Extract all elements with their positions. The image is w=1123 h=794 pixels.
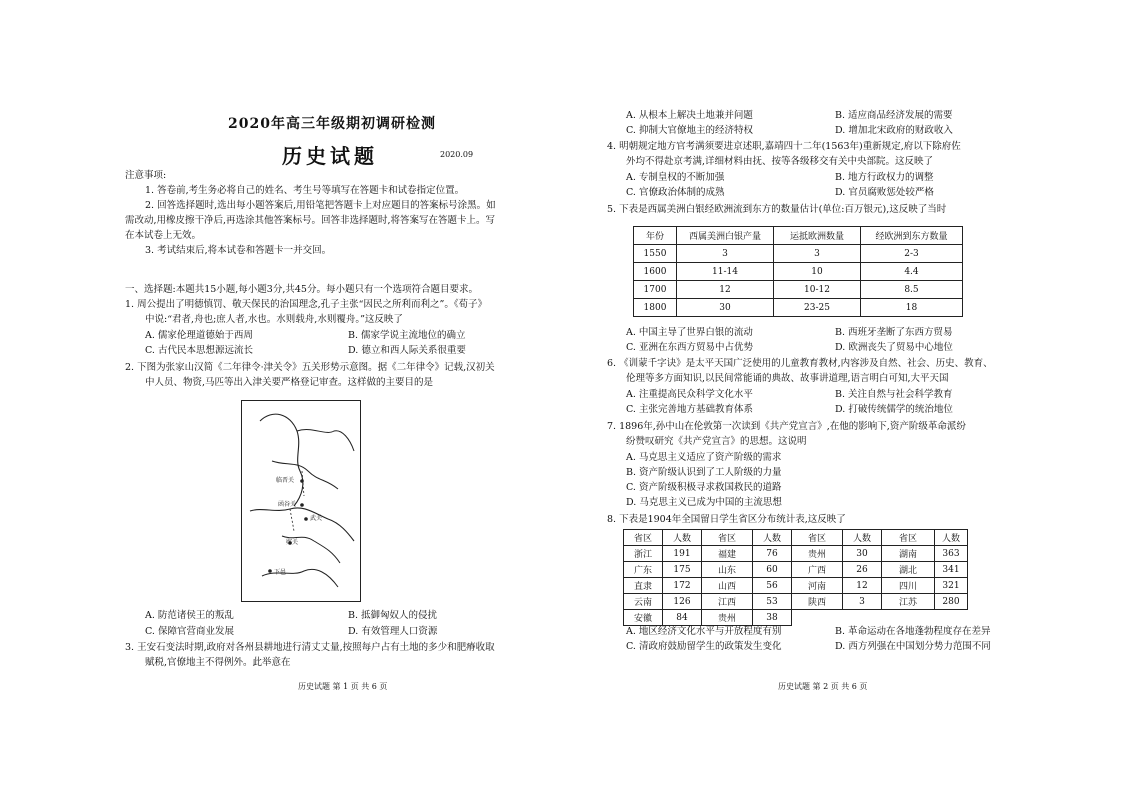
exam-title: 2020年高三年级期初调研检测 xyxy=(228,116,436,132)
notice-line: 需改动,用橡皮擦干净后,再选涂其他答案标号。回答非选择题时,将答案写在答题卡上。写 xyxy=(125,215,496,226)
q5-option-a: A. 中国主导了世界白银的流动 xyxy=(626,327,753,338)
q5-option-c: C. 亚洲在东西方贸易中占优势 xyxy=(626,342,753,353)
table-cell: 191 xyxy=(663,546,702,562)
q3-option-b: B. 适应商品经济发展的需要 xyxy=(835,110,953,121)
table-cell: 12 xyxy=(843,578,882,594)
table-cell: 1700 xyxy=(634,281,677,299)
table-header-cell: 运抵欧洲数量 xyxy=(774,227,861,245)
table-cell: 172 xyxy=(663,578,702,594)
table-cell: 3 xyxy=(774,245,861,263)
table-cell: 363 xyxy=(935,546,968,562)
table-cell: 直隶 xyxy=(624,578,663,594)
q4-option-d: D. 官员腐败惩处较严格 xyxy=(835,187,934,198)
q6-option-a: A. 注重提高民众科学文化水平 xyxy=(626,389,753,400)
silver-flow-table xyxy=(633,226,963,317)
exam-subject: 历史试题 xyxy=(282,144,378,168)
question-1-line: 1. 周公提出了明德慎罚、敬天保民的治国理念,孔子主张“因民之所利而利之”。《荀子》 xyxy=(125,299,488,310)
students-table xyxy=(623,529,968,626)
question-2-line: 2. 下图为张家山汉简《二年律令·津关令》五关形势示意图。据《二年律令》记载,汉初关 xyxy=(125,362,495,373)
table-row xyxy=(634,245,963,263)
q7-option-a: A. 马克思主义适应了资产阶级的需求 xyxy=(626,452,782,463)
table-cell: 2-3 xyxy=(861,245,963,263)
table-cell: 56 xyxy=(753,578,792,594)
q2-option-a: A. 防范诸侯王的叛乱 xyxy=(145,610,234,621)
q4-option-a: A. 专制皇权的不断加强 xyxy=(626,172,725,183)
table-row xyxy=(624,578,968,594)
q5-option-d: D. 欧洲丧失了贸易中心地位 xyxy=(835,342,953,353)
map-label-xiayi: 下邑 xyxy=(274,569,287,576)
table-header-cell: 省区 xyxy=(624,530,663,546)
table-cell: 8.5 xyxy=(861,281,963,299)
map-label-yun: 郧关 xyxy=(286,539,299,546)
table-cell: 321 xyxy=(935,578,968,594)
table-cell: 广东 xyxy=(624,562,663,578)
table-cell: 浙江 xyxy=(624,546,663,562)
table-cell: 175 xyxy=(663,562,702,578)
table-row xyxy=(624,546,968,562)
q7-option-d: D. 马克思主义已成为中国的主流思想 xyxy=(626,497,782,508)
five-passes-map xyxy=(241,400,361,602)
question-7-line: 7. 1896年,孙中山在伦敦第一次读到《共产党宣言》,在他的影响下,资产阶级革命派纷 xyxy=(607,421,966,432)
table-cell xyxy=(792,610,843,626)
map-rivers xyxy=(242,401,360,601)
table-cell: 26 xyxy=(843,562,882,578)
table-cell: 4.4 xyxy=(861,263,963,281)
table-cell: 30 xyxy=(677,299,774,317)
question-3-line: 3. 王安石变法时期,政府对各州县耕地进行清丈丈量,按照每户占有土地的多少和肥瘠收取 xyxy=(125,642,495,653)
q4-option-b: B. 地方行政权力的调整 xyxy=(835,172,934,183)
table-cell: 四川 xyxy=(882,578,935,594)
notice-line: 3. 考试结束后,将本试卷和答题卡一并交回。 xyxy=(145,245,332,256)
q1-option-b: B. 儒家学说主流地位的确立 xyxy=(348,330,466,341)
section-heading: 一、选择题:本题共15小题,每小题3分,共45分。每小题只有一个选项符合题目要求。 xyxy=(125,284,478,295)
table-cell xyxy=(882,610,935,626)
table-row xyxy=(624,610,968,626)
q1-option-a: A. 儒家伦理道德始于西周 xyxy=(145,330,253,341)
question-7-line: 纷赞叹研究《共产党宣言》的思想。这说明 xyxy=(626,436,807,447)
table-cell xyxy=(935,610,968,626)
question-4-line: 外均不得赴京考满,详细材料由抚、按等各级移交有关中央部院。这反映了 xyxy=(626,156,934,167)
table-cell: 60 xyxy=(753,562,792,578)
page-footer-left: 历史试题 第 1 页 共 6 页 xyxy=(298,682,388,691)
table-cell: 341 xyxy=(935,562,968,578)
q1-option-d: D. 德立和西人际关系很重要 xyxy=(348,345,466,356)
table-cell: 84 xyxy=(663,610,702,626)
table-cell: 1550 xyxy=(634,245,677,263)
table-cell: 江西 xyxy=(702,594,753,610)
question-6-line: 伦理等多方面知识,以民间常能诵的典故、故事讲道理,语言明白可知,大平天国 xyxy=(626,373,949,384)
question-1-line: 中说:“君者,舟也;庶人者,水也。水则载舟,水则覆舟。”这反映了 xyxy=(145,314,403,325)
table-cell: 1600 xyxy=(634,263,677,281)
table-cell: 18 xyxy=(861,299,963,317)
table-header-row xyxy=(634,227,963,245)
table-cell: 安徽 xyxy=(624,610,663,626)
table-cell: 76 xyxy=(753,546,792,562)
table-row xyxy=(624,594,968,610)
question-6-line: 6. 《训蒙千字诀》是太平天国广泛使用的儿童教育教材,内容涉及自然、社会、历史、教育、 xyxy=(607,358,993,369)
table-cell: 280 xyxy=(935,594,968,610)
question-8-line: 8. 下表是1904年全国留日学生省区分布统计表,这反映了 xyxy=(607,514,846,525)
table-cell: 38 xyxy=(753,610,792,626)
table-row xyxy=(634,281,963,299)
q8-option-d: D. 西方列强在中国划分势力范围不同 xyxy=(835,641,991,652)
q7-option-c: C. 资产阶级积极寻求救国救民的道路 xyxy=(626,482,782,493)
q3-option-c: C. 抑制大官僚地主的经济特权 xyxy=(626,125,753,136)
q1-option-c: C. 古代民本思想源远流长 xyxy=(145,345,253,356)
table-cell: 53 xyxy=(753,594,792,610)
table-cell: 1800 xyxy=(634,299,677,317)
map-label-hangu: 函谷关 xyxy=(278,501,297,508)
table-cell: 湖北 xyxy=(882,562,935,578)
table-cell: 河南 xyxy=(792,578,843,594)
page-footer-right: 历史试题 第 2 页 共 6 页 xyxy=(778,682,868,691)
table-header-row xyxy=(624,530,968,546)
q6-option-b: B. 关注自然与社会科学教育 xyxy=(835,389,953,400)
table-header-cell: 人数 xyxy=(935,530,968,546)
table-header-cell: 省区 xyxy=(792,530,843,546)
q2-option-b: B. 抵御匈奴人的侵扰 xyxy=(348,610,438,621)
table-cell: 贵州 xyxy=(702,610,753,626)
table-cell: 126 xyxy=(663,594,702,610)
table-cell: 陕西 xyxy=(792,594,843,610)
table-header-cell: 经欧洲到东方数量 xyxy=(861,227,963,245)
table-header-cell: 省区 xyxy=(882,530,935,546)
table-row xyxy=(634,263,963,281)
table-header-cell: 年份 xyxy=(634,227,677,245)
table-cell: 10-12 xyxy=(774,281,861,299)
q6-option-d: D. 打破传统儒学的统治地位 xyxy=(835,404,953,415)
table-cell: 广西 xyxy=(792,562,843,578)
table-cell xyxy=(843,610,882,626)
map-label-linjin: 临晋关 xyxy=(276,477,295,484)
q8-option-b: B. 革命运动在各地蓬勃程度存在差异 xyxy=(835,626,991,637)
table-header-cell: 人数 xyxy=(663,530,702,546)
exam-date: 2020.09 xyxy=(440,150,474,159)
notice-line: 1. 答卷前,考生务必将自己的姓名、考生号等填写在答题卡和试卷指定位置。 xyxy=(145,185,465,196)
table-cell: 福建 xyxy=(702,546,753,562)
table-row xyxy=(624,562,968,578)
question-4-line: 4. 明朝规定地方官考满须要进京述职,嘉靖四十二年(1563年)重新规定,府以下除府佐 xyxy=(607,141,961,152)
table-cell: 山东 xyxy=(702,562,753,578)
table-cell: 云南 xyxy=(624,594,663,610)
q5-option-b: B. 西班牙垄断了东西方贸易 xyxy=(835,327,953,338)
question-2-line: 中人员、物资,马匹等出入津关要严格登记审查。这样做的主要目的是 xyxy=(145,377,434,388)
q8-option-c: C. 清政府鼓励留学生的政策发生变化 xyxy=(626,641,782,652)
q7-option-b: B. 资产阶级认识到了工人阶级的力量 xyxy=(626,467,782,478)
q8-option-a: A. 地区经济文化水平与开放程度有别 xyxy=(626,626,782,637)
map-label-wu: 武关 xyxy=(310,515,323,522)
table-header-cell: 省区 xyxy=(702,530,753,546)
q6-option-c: C. 主张完善地方基础教育体系 xyxy=(626,404,753,415)
question-3-line: 赋税,官僚地主不得例外。此举意在 xyxy=(145,657,291,668)
notice-line: 2. 回答选择题时,选出每小题答案后,用铅笔把答题卡上对应题目的答案标号涂黑。如 xyxy=(145,200,496,211)
table-cell: 11-14 xyxy=(677,263,774,281)
table-cell: 12 xyxy=(677,281,774,299)
table-header-cell: 人数 xyxy=(753,530,792,546)
q3-option-d: D. 增加北宋政府的财政收入 xyxy=(835,125,953,136)
table-cell: 3 xyxy=(843,594,882,610)
table-cell: 3 xyxy=(677,245,774,263)
notice-heading: 注意事项: xyxy=(125,170,167,181)
table-header-cell: 西属美洲白银产量 xyxy=(677,227,774,245)
table-cell: 江苏 xyxy=(882,594,935,610)
q2-option-c: C. 保障官营商业发展 xyxy=(145,626,234,637)
notice-line: 在本试卷上无效。 xyxy=(125,230,202,241)
table-cell: 山西 xyxy=(702,578,753,594)
table-header-cell: 人数 xyxy=(843,530,882,546)
table-cell: 贵州 xyxy=(792,546,843,562)
q4-option-c: C. 官僚政治体制的成熟 xyxy=(626,187,725,198)
table-cell: 湖南 xyxy=(882,546,935,562)
table-cell: 30 xyxy=(843,546,882,562)
table-cell: 10 xyxy=(774,263,861,281)
q2-option-d: D. 有效管理人口资源 xyxy=(348,626,438,637)
q3-option-a: A. 从根本上解决土地兼并问题 xyxy=(626,110,753,121)
table-row xyxy=(634,299,963,317)
table-cell: 23-25 xyxy=(774,299,861,317)
question-5-line: 5. 下表是西属美洲白银经欧洲流到东方的数量估计(单位:百万银元),这反映了当时 xyxy=(607,204,947,215)
